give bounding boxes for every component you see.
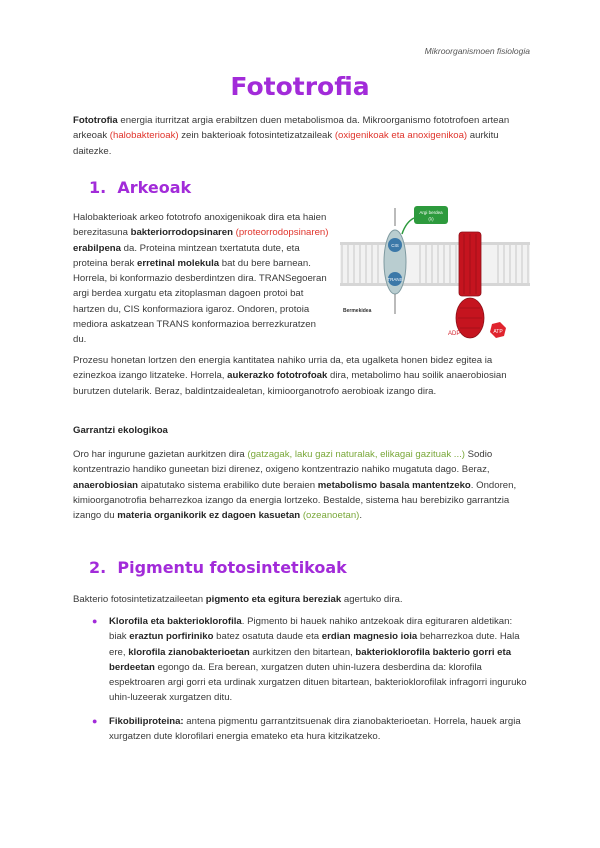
- pigments-intro-paragraph: Bakterio fotosintetizatzaileetan pigmento eta egitura bereziak agertuko dira.: [73, 594, 403, 605]
- trans-label: TRANS: [387, 277, 403, 282]
- page-title: Fototrofia: [230, 72, 370, 101]
- membrane-label: Bermekidea: [343, 308, 372, 314]
- atp-badge: [490, 322, 506, 338]
- list-item: ● Klorofila eta bakterioklorofila. Pigmento bi hauek nahiko antzekoak dira egituraren aldetikan: biak eraztun porfiriniko batez osatuta daude eta erdian magnesio ioia beharrezkoa dute. Hala ere, klorofila zianobakterioetan aurkitzen den bitartean, bakterioklorofila bakterio gorri eta berdeetan egongo da. Era berean, xurgatzen duten uhin-luzera desberdina da: klorofila espektroaren argi gorri eta urdinak xurgatzen dituen bitartean, bakterioklorofilak infragorri inguruko uhin-luzeerak xurgatzen ditu.: [92, 616, 527, 704]
- section-heading-pigmentu: 2. Pigmentu fotosintetikoak: [89, 558, 347, 577]
- energy-paragraph: Prozesu honetan lortzen den energia kantitatea nahiko urria da, eta ugalketa honen bidez egitea ia ezinezkoa izango litzateke. Horrela, aukerazko fototrofoak dira, metabolimo hau soilik anaerobiosian burutzen dutelarik. Beraz, baldintzaidealetan, kimioorganotrofo aerobioak izango dira.: [73, 355, 507, 397]
- bacteriorhodopsin-protein: [384, 208, 406, 314]
- bullet-icon: ●: [92, 616, 98, 626]
- svg-text:ATP: ATP: [493, 329, 503, 335]
- svg-text:Argi berdea: Argi berdea: [419, 210, 443, 215]
- adp-label: ADP: [448, 331, 461, 337]
- ecology-paragraph: Oro har ingurune gazietan aurkitzen dira (gatzagak, laku gazi naturalak, elikagai gazituak ...) Sodio kontzentrazio handiko guneetan bizi direnez, oxigeno kontzentrazio nahiko mugatuta dago. Beraz, anaerobiosian aipatutako sistema erabiliko dute beraien metabolismo basala mantentzeko. Ondoren, kimioorganotrofia beharrezkoa izango da energia lortzeko. Bestalde, sistema hau berebiziko garrantzia izango du materia organikorik ez dagoen kasuetan (ozeanoetan).: [73, 449, 517, 522]
- green-light-label: [402, 206, 448, 234]
- bullet-icon: ●: [92, 715, 98, 726]
- running-header: Mikroorganismoen fisiologia: [424, 46, 530, 56]
- list-item: ● Fikobiliproteina: antena pigmentu garrantzitsuenak dira zianobakterioetan. Horrela, hauek argia xurgatzen dute klorofilari energia emateko eta hura kitzikatzeko.: [92, 715, 521, 743]
- membrane: [340, 242, 530, 286]
- svg-text:(λ): (λ): [428, 216, 434, 222]
- cis-label: CIS: [391, 243, 399, 248]
- arkeoak-paragraph: Halobakterioak arkeo fototrofo anoxigenikoak dira eta haien berezitasuna bakteriorrodopsinaren (proteorrodopsinaren) erabilpena da. Proteina mintzean txertatuta dute, eta proteina berak erretinal molekula bat du bere barnean. Horrela, bi konformazio desberdintzen dira. TRANSegoeran argi berdea xurgatu eta zitoplasman dagoen protoi bat hartzen du, CIS konformaziora igaroz. Ondoren, protoia mediora askatzean TRANS konformazioa berrezkuratzen du.: [73, 212, 329, 346]
- section-heading-arkeoak: 1. Arkeoak: [89, 178, 192, 197]
- subheading-ecological-importance: Garrantzi ekologikoa: [73, 425, 168, 436]
- atp-synthase: [456, 232, 484, 338]
- pigments-list: [73, 614, 531, 752]
- intro-paragraph: Fototrofia energia iturritzat argia erabiltzen duen metabolismoa da. Mikroorganismo fototrofoen artean arkeoak (halobakterioak) zein bakterioak fotosintetizatzaileak (oxigenikoak eta anoxigenikoa) aurkitu daitezke.: [73, 115, 510, 157]
- bacteriorhodopsin-diagram: [340, 196, 530, 341]
- bacteriorhodopsin-figure: [340, 196, 530, 341]
